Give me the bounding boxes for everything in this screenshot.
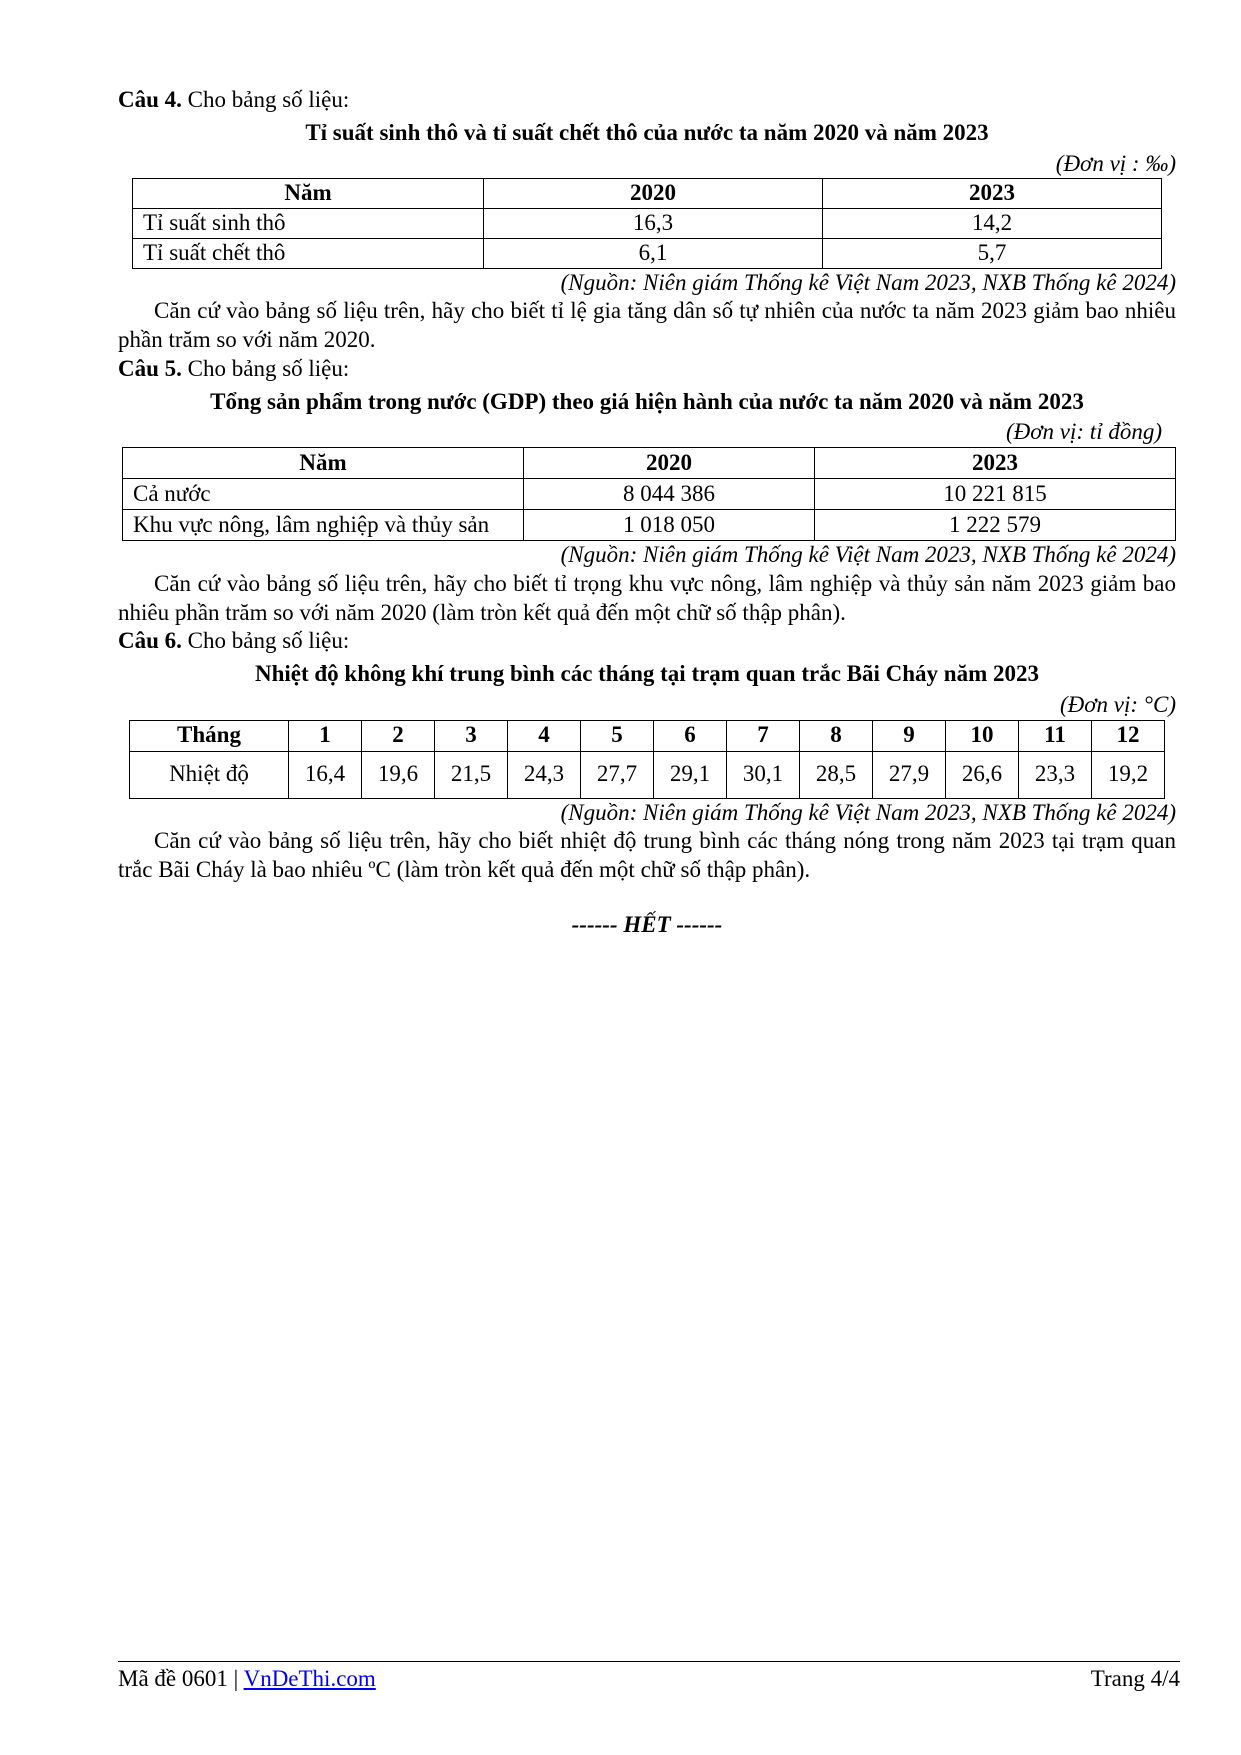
question-4-text: Căn cứ vào bảng số liệu trên, hãy cho biết tỉ lệ gia tăng dân số tự nhiên của nước ta năm 2023 giảm bao nhiêu phần trăm so với năm 2020. bbox=[118, 298, 1176, 352]
table-5-title: Tổng sản phẩm trong nước (GDP) theo giá hiện hành của nước ta năm 2020 và năm 2023 bbox=[210, 388, 1084, 414]
table-header-cell: 2020 bbox=[484, 179, 823, 209]
table-6-unit: (Đơn vị: °C) bbox=[1060, 691, 1176, 717]
table-header-cell: 10 bbox=[946, 720, 1019, 751]
table-4-title: Tỉ suất sinh thô và tỉ suất chết thô của nước ta năm 2020 và năm 2023 bbox=[305, 119, 989, 145]
table-5-unit: (Đơn vị: tỉ đồng) bbox=[1006, 419, 1162, 445]
table-header-cell: 2 bbox=[362, 720, 435, 751]
question-5-label: Câu 5. bbox=[118, 355, 182, 381]
question-6-label: Câu 6. bbox=[118, 628, 182, 654]
table-header-cell: 3 bbox=[435, 720, 508, 751]
question-5-text: Căn cứ vào bảng số liệu trên, hãy cho biết tỉ trọng khu vực nông, lâm nghiệp và thủy sản năm 2023 giảm bao nhiêu phần trăm so với năm 2020 (làm tròn kết quả đến một chữ số thập phân). bbox=[118, 570, 1176, 625]
table-cell: 10 221 815 bbox=[815, 479, 1176, 510]
question-5-heading bbox=[118, 355, 1176, 384]
table-header-row bbox=[130, 720, 1165, 751]
table-header-cell: 8 bbox=[800, 720, 873, 751]
table-header-cell: 6 bbox=[654, 720, 727, 751]
table-cell: 29,1 bbox=[654, 751, 727, 798]
table-row bbox=[123, 479, 1176, 510]
table-cell: 28,5 bbox=[800, 751, 873, 798]
table-header-cell: Năm bbox=[133, 179, 484, 209]
table-cell: 19,2 bbox=[1092, 751, 1165, 798]
table-header-cell: 4 bbox=[508, 720, 581, 751]
table-header-cell: 7 bbox=[727, 720, 800, 751]
table-header-row bbox=[133, 179, 1162, 209]
table-cell: 19,6 bbox=[362, 751, 435, 798]
table-6-source: (Nguồn: Niên giám Thống kê Việt Nam 2023, NXB Thống kê 2024) bbox=[560, 799, 1176, 825]
table-cell: 14,2 bbox=[823, 209, 1162, 239]
table-cell: 24,3 bbox=[508, 751, 581, 798]
table-cell: Khu vực nông, lâm nghiệp và thủy sản bbox=[123, 510, 524, 541]
table-header-cell: 12 bbox=[1092, 720, 1165, 751]
table-cell: 27,7 bbox=[581, 751, 654, 798]
question-6-heading bbox=[118, 627, 1176, 656]
question-5-intro: Cho bảng số liệu: bbox=[187, 355, 350, 381]
table-4-source: (Nguồn: Niên giám Thống kê Việt Nam 2023, NXB Thống kê 2024) bbox=[560, 269, 1176, 295]
table-5 bbox=[122, 447, 1176, 541]
table-cell: 6,1 bbox=[484, 238, 823, 268]
table-row bbox=[133, 209, 1162, 239]
table-4 bbox=[132, 178, 1162, 268]
table-cell: 30,1 bbox=[727, 751, 800, 798]
table-4-unit: (Đơn vị : ‰) bbox=[1055, 150, 1176, 176]
table-header-cell: 2020 bbox=[524, 448, 815, 479]
table-cell: Tỉ suất chết thô bbox=[133, 238, 484, 268]
site-link[interactable]: VnDeThi.com bbox=[243, 1666, 376, 1691]
exam-code: Mã đề 0601 | bbox=[118, 1666, 239, 1691]
question-6-intro: Cho bảng số liệu: bbox=[187, 628, 350, 654]
page-number: Trang 4/4 bbox=[1090, 1666, 1180, 1691]
table-cell: 1 018 050 bbox=[524, 510, 815, 541]
table-6 bbox=[129, 720, 1165, 799]
table-cell: 1 222 579 bbox=[815, 510, 1176, 541]
table-6-title: Nhiệt độ không khí trung bình các tháng tại trạm quan trắc Bãi Cháy năm 2023 bbox=[254, 661, 1040, 686]
table-header-cell: 1 bbox=[289, 720, 362, 751]
table-cell: 16,3 bbox=[484, 209, 823, 239]
table-cell: Cả nước bbox=[123, 479, 524, 510]
table-header-cell: 2023 bbox=[823, 179, 1162, 209]
table-cell: 21,5 bbox=[435, 751, 508, 798]
table-5-source: (Nguồn: Niên giám Thống kê Việt Nam 2023, NXB Thống kê 2024) bbox=[560, 542, 1176, 567]
table-cell: 16,4 bbox=[289, 751, 362, 798]
table-row bbox=[123, 510, 1176, 541]
question-6-text: Căn cứ vào bảng số liệu trên, hãy cho biết nhiệt độ trung bình các tháng nóng trong năm 2023 tại trạm quan trắc Bãi Cháy là bao nhiêu ºC (làm tròn kết quả đến một chữ số thập phân). bbox=[118, 828, 1176, 882]
table-header-row bbox=[123, 448, 1176, 479]
table-cell: 26,6 bbox=[946, 751, 1019, 798]
question-4-intro: Cho bảng số liệu: bbox=[187, 87, 350, 112]
end-marker: ------ HẾT ------ bbox=[571, 911, 723, 937]
table-header-cell: 9 bbox=[873, 720, 946, 751]
table-header-cell: Tháng bbox=[130, 720, 289, 751]
question-4-heading bbox=[118, 86, 1176, 115]
table-row bbox=[133, 238, 1162, 268]
table-cell: 5,7 bbox=[823, 238, 1162, 268]
question-4-label: Câu 4. bbox=[118, 87, 182, 112]
table-row bbox=[130, 751, 1165, 798]
footer-left bbox=[118, 1665, 376, 1694]
table-cell: 8 044 386 bbox=[524, 479, 815, 510]
exam-page bbox=[118, 86, 1176, 940]
table-header-cell: 5 bbox=[581, 720, 654, 751]
footer-divider bbox=[118, 1661, 1180, 1662]
table-cell: 27,9 bbox=[873, 751, 946, 798]
table-header-cell: 2023 bbox=[815, 448, 1176, 479]
table-header-cell: 11 bbox=[1019, 720, 1092, 751]
page-footer bbox=[118, 1665, 1180, 1694]
table-cell: 23,3 bbox=[1019, 751, 1092, 798]
table-header-cell: Năm bbox=[123, 448, 524, 479]
table-cell: Nhiệt độ bbox=[130, 751, 289, 798]
table-cell: Tỉ suất sinh thô bbox=[133, 209, 484, 239]
